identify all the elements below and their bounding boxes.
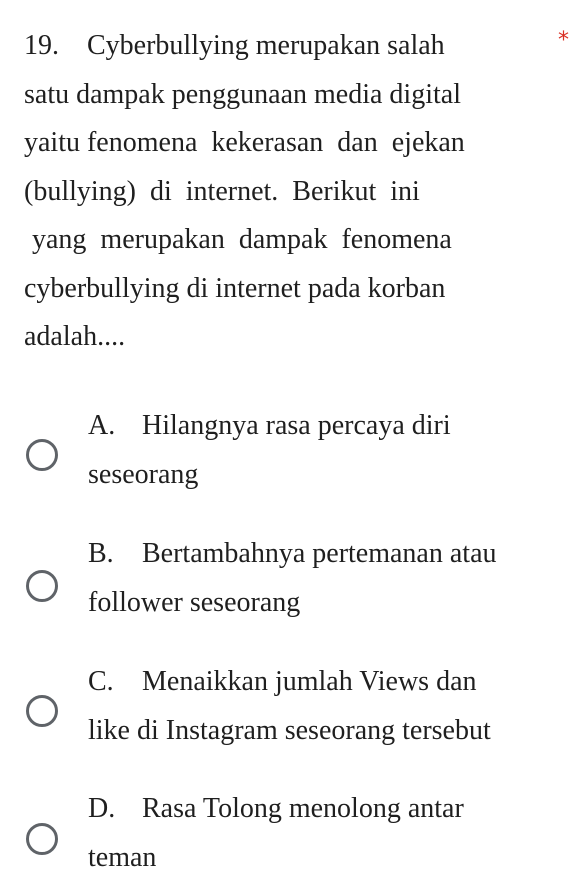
radio-button-icon[interactable] bbox=[26, 439, 58, 471]
option-d[interactable] bbox=[0, 785, 577, 885]
option-label: Menaikkan jumlah Views dan bbox=[142, 666, 477, 697]
question-text bbox=[24, 22, 549, 362]
question-line-3: yaitu fenomena kekerasan dan ejekan bbox=[24, 127, 465, 158]
option-letter: D. bbox=[88, 793, 116, 824]
option-label-continued: teman bbox=[88, 841, 157, 873]
option-label: Rasa Tolong menolong antar bbox=[142, 793, 464, 824]
option-label: Hilangnya rasa percaya diri bbox=[142, 410, 451, 441]
option-a-text bbox=[88, 402, 558, 499]
option-d-text bbox=[88, 785, 558, 882]
question-line-6: cyberbullying di internet pada korban bbox=[24, 272, 446, 304]
question-line-1 bbox=[24, 22, 494, 71]
radio-button-icon[interactable] bbox=[26, 570, 58, 602]
required-asterisk: * bbox=[558, 28, 569, 53]
option-a[interactable] bbox=[0, 402, 577, 502]
option-label: Bertambahnya pertemanan atau bbox=[142, 538, 497, 569]
option-b[interactable] bbox=[0, 530, 577, 630]
question-number: 19. bbox=[24, 30, 59, 61]
radio-button-icon[interactable] bbox=[26, 823, 58, 855]
radio-button-icon[interactable] bbox=[26, 695, 58, 727]
option-c-text bbox=[88, 658, 558, 755]
option-label-continued: seseorang bbox=[88, 458, 199, 490]
option-label-continued: like di Instagram seseorang tersebut bbox=[88, 714, 491, 746]
question-line-5: yang merupakan dampak fenomena bbox=[32, 224, 452, 255]
question-line-2: satu dampak penggunaan media digital bbox=[24, 78, 461, 110]
option-letter: B. bbox=[88, 538, 114, 569]
option-letter: C. bbox=[88, 666, 114, 697]
question-line-7: adalah.... bbox=[24, 321, 126, 352]
option-b-text bbox=[88, 530, 558, 627]
option-letter: A. bbox=[88, 410, 116, 441]
option-c[interactable] bbox=[0, 658, 577, 758]
question-line-1-text: Cyberbullying merupakan salah bbox=[87, 30, 445, 61]
option-label-continued: follower seseorang bbox=[88, 586, 301, 618]
question-line-4: (bullying) di internet. Berikut ini bbox=[24, 175, 420, 207]
